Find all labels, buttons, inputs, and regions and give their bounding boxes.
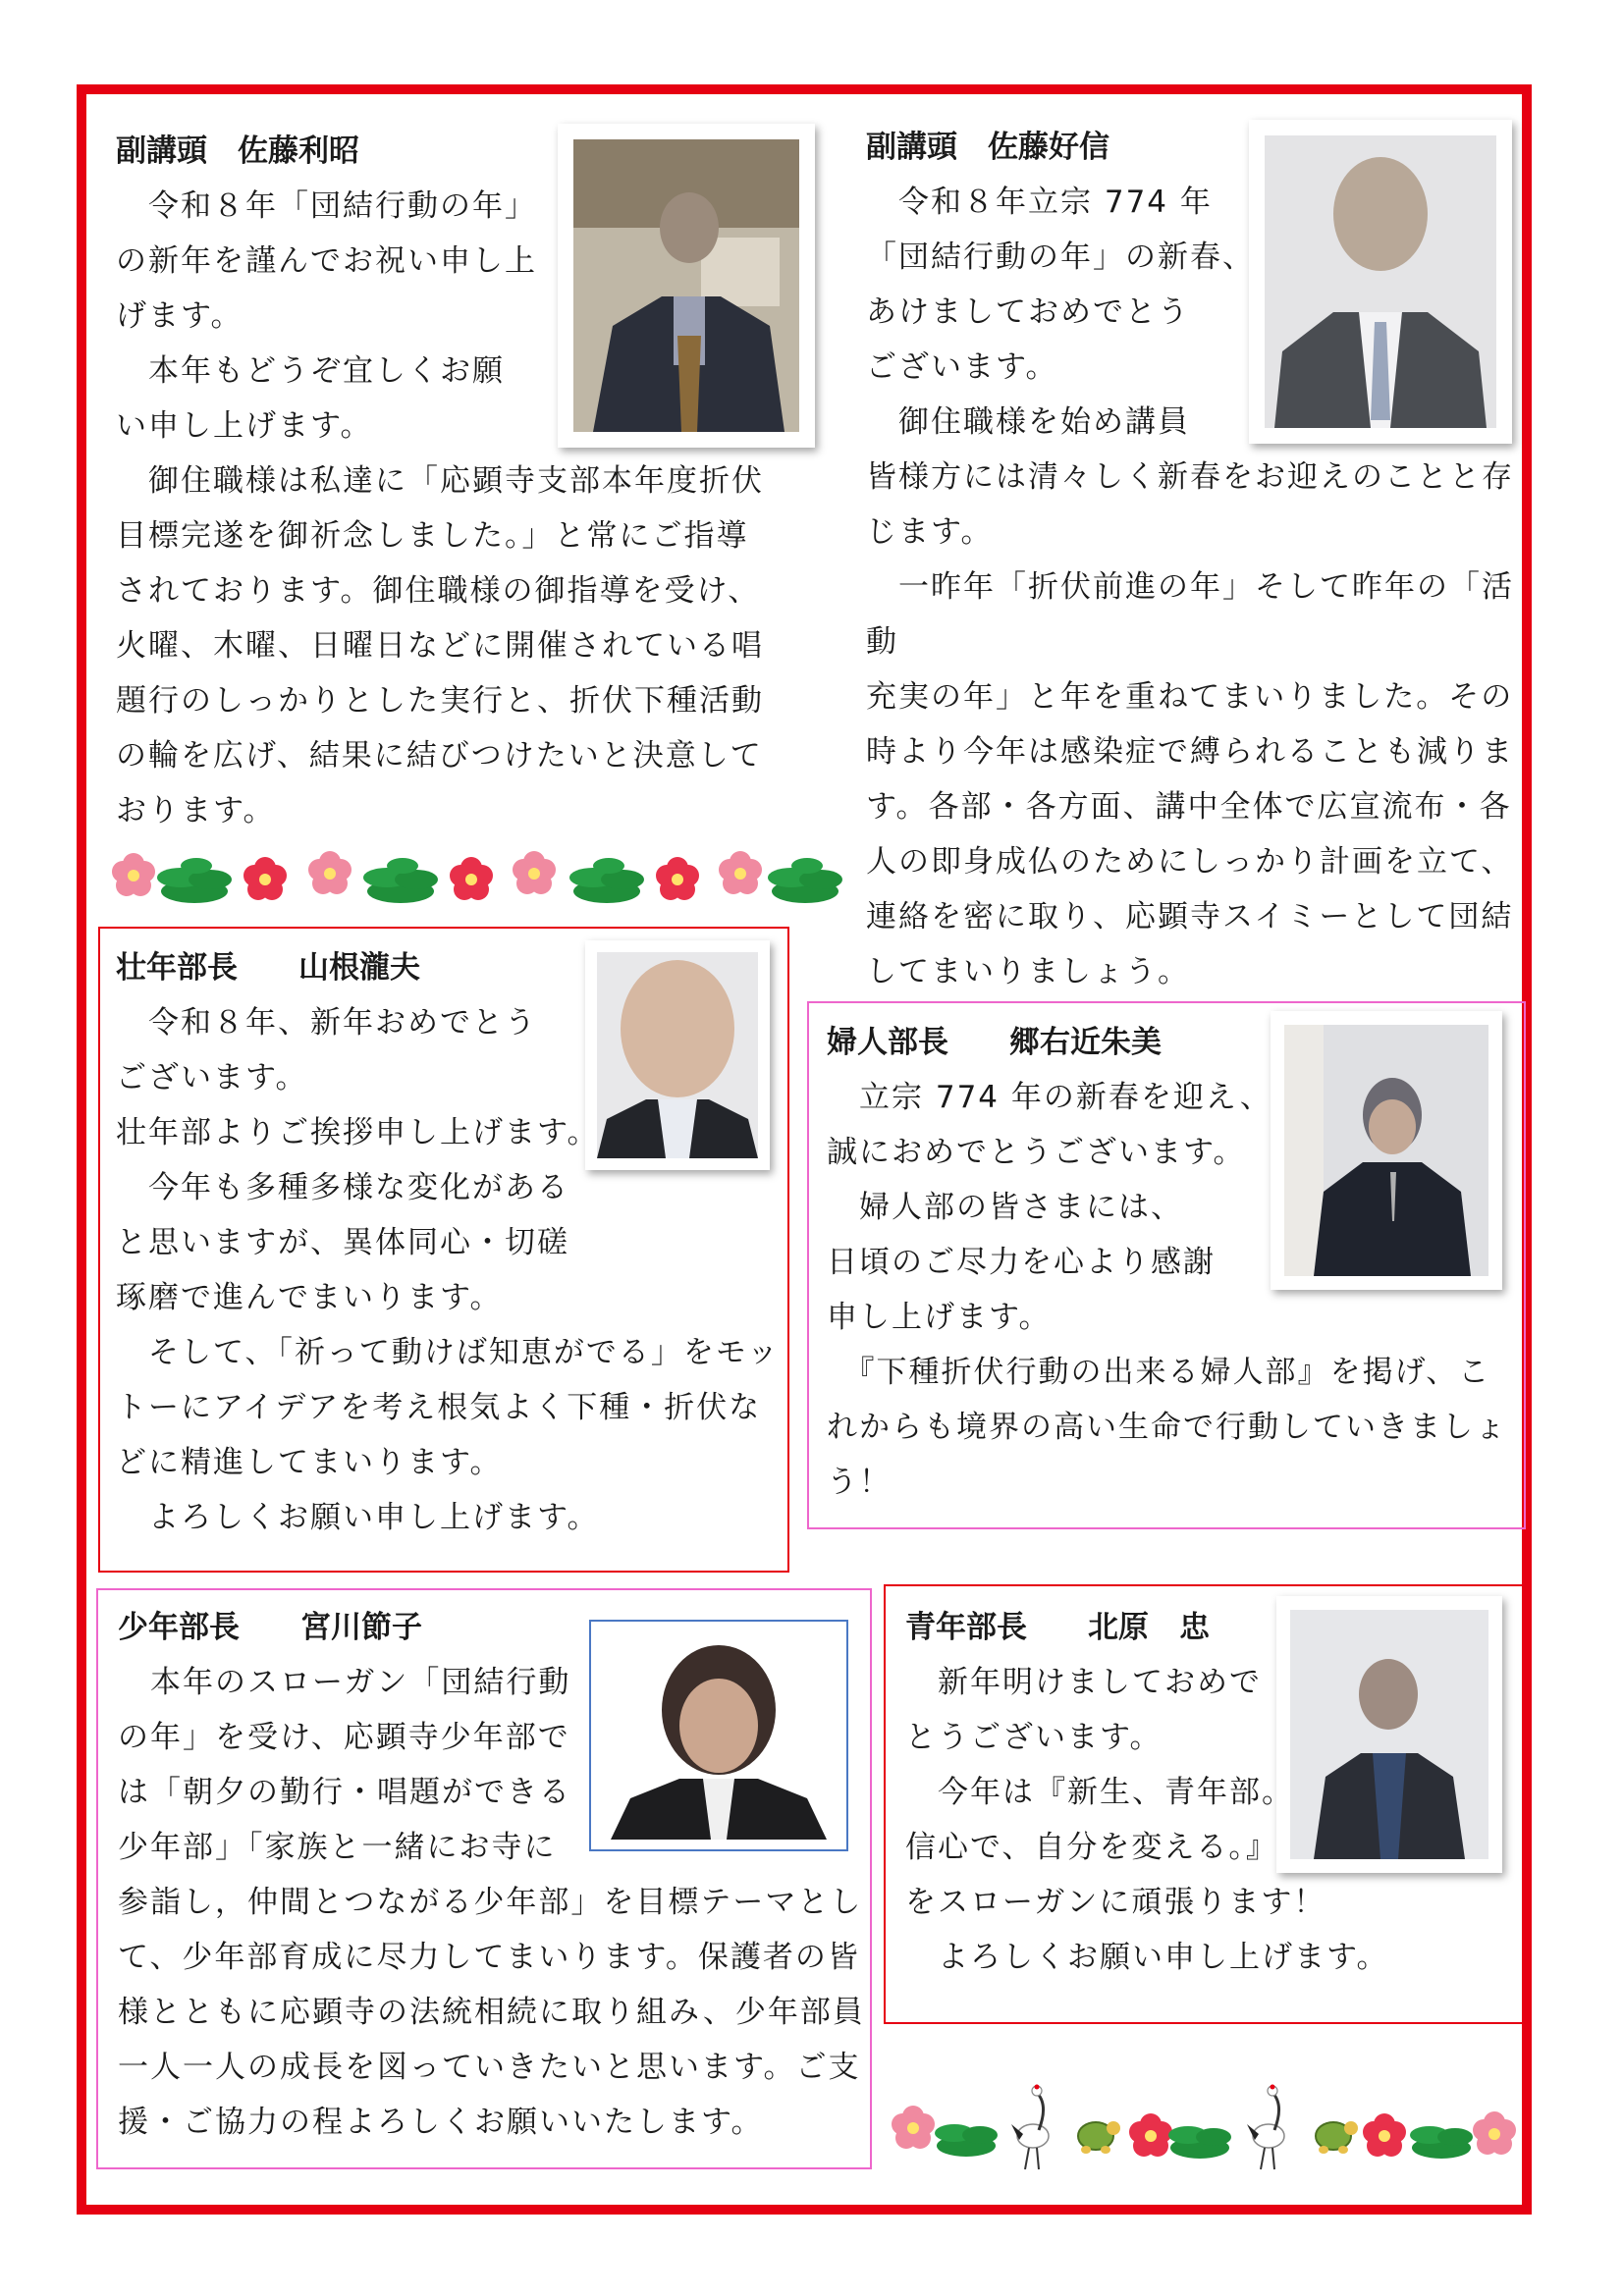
text-line: 一昨年「折伏前進の年」そして昨年の「活動	[866, 569, 1514, 660]
plum-pine-icon	[106, 846, 842, 919]
text-line: 壮年部よりご挨拶申し上げます。	[116, 1115, 600, 1150]
text-line: れからも境界の高い生命で行動していきましょ	[827, 1410, 1507, 1445]
text-line: 琢磨で進んでまいります。	[116, 1280, 503, 1315]
text-line: 少年部」「家族と一緒にお寺に	[118, 1830, 557, 1865]
text-line: い申し上げます。	[116, 408, 373, 444]
text-line: 目標完遂を御祈念しました。」と常にご指導	[116, 518, 749, 554]
text-line: 一人一人の成長を図っていきたいと思います。ご支	[118, 2050, 861, 2085]
section-title: 婦人部長 郷右近朱美	[827, 1025, 1162, 1060]
text-line: トーにアイデアを考え根気よく下種・折伏な	[116, 1390, 762, 1425]
text-line: 御住職様を始め講員	[866, 404, 1190, 440]
new-year-decoration-row	[106, 846, 842, 919]
new-year-decoration-row-bottom	[886, 2079, 1526, 2177]
text-line: 婦人部の皆さまには、	[827, 1190, 1183, 1225]
text-line: 令和８年立宗 774 年	[866, 185, 1213, 220]
section-vice-head-yoshinobu	[866, 120, 1524, 989]
section-title: 青年部長 北原 忠	[905, 1610, 1210, 1645]
text-line: 立宗 774 年の新春を迎え、	[827, 1080, 1272, 1115]
text-line: 誠におめでとうございます。	[827, 1135, 1246, 1170]
text-line: 令和８年、新年おめでとう	[116, 1005, 537, 1041]
section-vice-head-toshiaki	[116, 124, 823, 850]
text-line: 『下種折伏行動の出来る婦人部』を掲げ、こ	[827, 1355, 1491, 1390]
text-line: 参詣し，仲間とつながる少年部」を目標テーマとし	[118, 1885, 863, 1920]
section-title: 副講頭 佐藤利昭	[116, 133, 359, 169]
text-line: 題行のしっかりとした実行と、折伏下種活動	[116, 683, 764, 719]
text-line: 信心で、自分を変える。』	[905, 1830, 1278, 1865]
text-line: とうございます。	[905, 1720, 1163, 1755]
text-line: どに精進してまいります。	[116, 1445, 503, 1480]
text-line: て、少年部育成に尽力してまいります。保護者の皆	[118, 1940, 860, 1975]
text-line: の新年を謹んでお祝い申し上	[116, 243, 537, 279]
section-youth-children-division	[96, 1588, 872, 2169]
text-line: 連絡を密に取り、応顕寺スイミーとして団結	[866, 899, 1514, 934]
text-line: 今年は『新生、青年部。	[905, 1775, 1294, 1810]
text-line: 日頃のご尽力を心より感謝	[827, 1245, 1216, 1280]
text-line: をスローガンに頑張ります！	[905, 1885, 1326, 1920]
text-line: そして、「祈って動けば知恵がでる」をモッ	[116, 1335, 780, 1370]
text-line: う！	[827, 1465, 892, 1500]
text-line: 今年も多種多様な変化がある	[116, 1170, 569, 1205]
text-line: と思いますが、異体同心・切磋	[116, 1225, 569, 1260]
text-line: 令和８年「団結行動の年」	[116, 188, 537, 224]
text-line: 御住職様は私達に「応顕寺支部本年度折伏	[116, 463, 764, 499]
text-line: よろしくお願い申し上げます。	[905, 1940, 1389, 1975]
text-line: 本年のスローガン「団結行動	[118, 1665, 571, 1700]
text-line: よろしくお願い申し上げます。	[116, 1500, 600, 1535]
text-line: 時より今年は感染症で縛られることも減りま	[866, 734, 1514, 770]
text-line: は「朝夕の勤行・唱題ができる	[118, 1775, 571, 1810]
section-title: 壮年部長 山根瀧夫	[116, 950, 420, 986]
text-line: ございます。	[866, 349, 1058, 385]
section-men-division	[98, 927, 789, 1573]
text-line: してまいりましょう。	[866, 954, 1190, 989]
text-line: 皆様方には清々しく新春をお迎えのことと存	[866, 459, 1514, 495]
text-line: 本年もどうぞ宜しくお願	[116, 353, 505, 389]
text-line: 充実の年」と年を重ねてまいりました。その	[866, 679, 1514, 715]
section-young-men-division	[884, 1584, 1524, 2024]
section-title: 少年部長 宮川節子	[118, 1610, 422, 1645]
text-line: 人の即身成仏のためにしっかり計画を立て、	[866, 844, 1514, 880]
text-line: あけましておめでとう	[866, 294, 1190, 330]
section-title: 副講頭 佐藤好信	[866, 130, 1109, 165]
text-line: 様とともに応顕寺の法統相続に取り組み、少年部員	[118, 1995, 865, 2030]
section-women-division	[807, 1001, 1526, 1529]
text-line: 援・ご協力の程よろしくお願いいたします。	[118, 2105, 764, 2140]
text-line: 新年明けましておめで	[905, 1665, 1262, 1700]
text-line: 火曜、木曜、日曜日などに開催されている唱	[116, 628, 764, 664]
text-line: おります。	[116, 793, 276, 828]
plum-pine-crane-turtle-icon	[886, 2079, 1526, 2177]
text-line: 「団結行動の年」の新春、	[866, 240, 1255, 275]
text-line: 申し上げます。	[827, 1300, 1052, 1335]
text-line: されております。御住職様の御指導を受け、	[116, 573, 761, 609]
text-line: げます。	[116, 298, 243, 334]
text-line: の年」を受け、応顕寺少年部で	[118, 1720, 570, 1755]
text-line: ございます。	[116, 1060, 308, 1095]
text-line: の輪を広げ、結果に結びつけたいと決意して	[116, 738, 763, 774]
text-line: す。各部・各方面、講中全体で広宣流布・各	[866, 789, 1512, 825]
text-line: じます。	[866, 514, 994, 550]
